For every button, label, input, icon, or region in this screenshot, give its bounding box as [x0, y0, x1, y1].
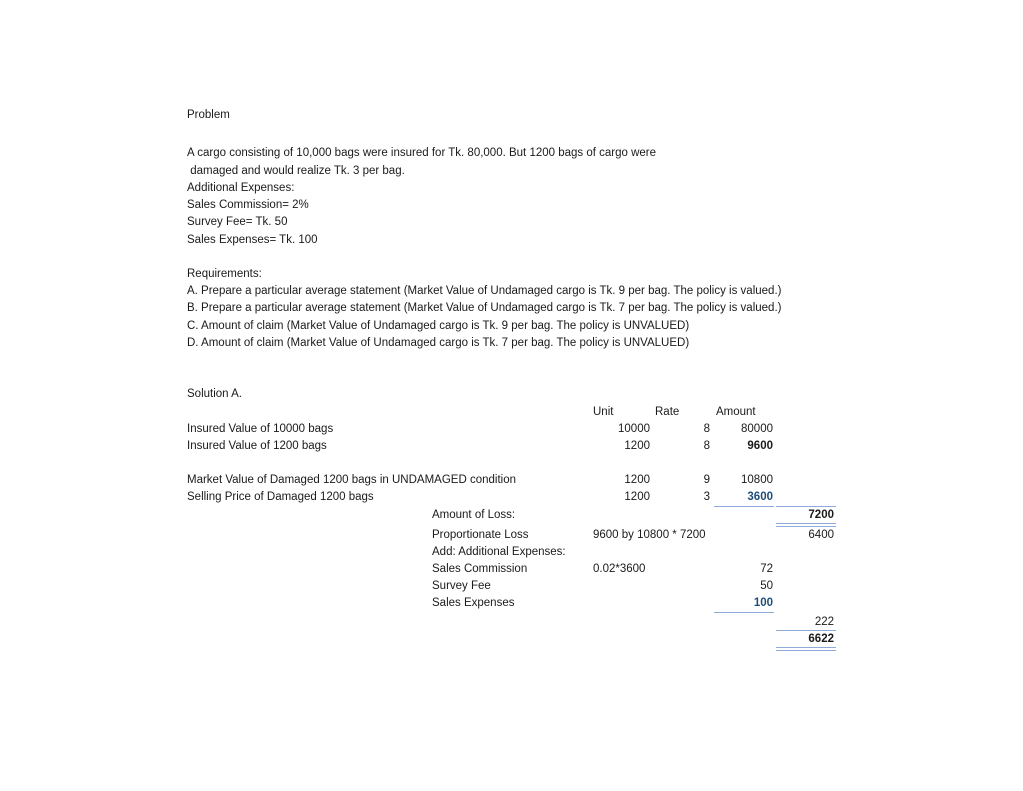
requirements-heading: Requirements: — [187, 268, 262, 280]
row-amount: 80000 — [741, 423, 773, 435]
survey-fee-amount: 50 — [760, 580, 773, 592]
sales-expenses-amount: 100 — [753, 597, 773, 609]
row-amount: 10800 — [741, 474, 773, 486]
problem-heading: Problem — [187, 109, 230, 121]
solution-heading: Solution A. — [187, 388, 242, 400]
row-label: Insured Value of 10000 bags — [187, 423, 334, 435]
amount-of-loss-total: 7200 — [808, 509, 834, 521]
expenses-total: 222 — [814, 616, 834, 628]
add-expenses-label: Add: Additional Expenses: — [432, 546, 566, 558]
proportionate-loss-formula: 9600 by 10800 * 7200 — [593, 529, 706, 541]
sales-commission-amount: 72 — [760, 563, 773, 575]
requirement-b: B. Prepare a particular average statement (Market Value of Undamaged cargo is Tk. 7 per bag. The policy is valued.) — [187, 302, 782, 314]
row-label: Market Value of Damaged 1200 bags in UNDAMAGED condition — [187, 474, 516, 486]
sales-commission-label: Sales Commission — [432, 563, 528, 575]
proportionate-loss-total: 6400 — [808, 529, 834, 541]
row-amount: 9600 — [747, 440, 773, 452]
expenses-rule — [714, 612, 774, 613]
problem-statement-line-2: damaged and would realize Tk. 3 per bag. — [187, 165, 405, 177]
row-rate: 8 — [703, 423, 710, 435]
requirement-d: D. Amount of claim (Market Value of Undamaged cargo is Tk. 7 per bag. The policy is UNVALUED) — [187, 337, 690, 349]
grand-total-double-rule — [776, 647, 836, 651]
amount-of-loss-label: Amount of Loss: — [432, 509, 516, 521]
total-top-rule — [776, 630, 836, 631]
row-amount: 3600 — [747, 491, 773, 503]
subtotal-rule — [714, 506, 774, 507]
requirement-a: A. Prepare a particular average statement (Market Value of Undamaged cargo is Tk. 9 per bag. The policy is valued.) — [187, 285, 782, 297]
row-unit: 10000 — [618, 423, 650, 435]
row-unit: 1200 — [624, 474, 650, 486]
row-rate: 3 — [703, 491, 710, 503]
sales-commission-formula: 0.02*3600 — [593, 563, 646, 575]
row-unit: 1200 — [624, 440, 650, 452]
sales-expenses-label: Sales Expenses — [432, 597, 515, 609]
sales-expenses-given: Sales Expenses= Tk. 100 — [187, 234, 318, 246]
row-rate: 8 — [703, 440, 710, 452]
proportionate-loss-label: Proportionate Loss — [432, 529, 529, 541]
column-header-unit: Unit — [593, 406, 614, 418]
loss-double-rule — [776, 523, 836, 527]
sales-commission-given: Sales Commission= 2% — [187, 199, 309, 211]
survey-fee-given: Survey Fee= Tk. 50 — [187, 216, 288, 228]
column-header-amount: Amount — [716, 406, 756, 418]
additional-expenses-heading: Additional Expenses: — [187, 182, 295, 194]
requirement-c: C. Amount of claim (Market Value of Undamaged cargo is Tk. 9 per bag. The policy is UNVALUED) — [187, 320, 690, 332]
row-rate: 9 — [703, 474, 710, 486]
row-label: Insured Value of 1200 bags — [187, 440, 327, 452]
survey-fee-label: Survey Fee — [432, 580, 491, 592]
row-label: Selling Price of Damaged 1200 bags — [187, 491, 374, 503]
grand-total: 6622 — [808, 633, 834, 645]
column-header-rate: Rate — [655, 406, 680, 418]
row-unit: 1200 — [624, 491, 650, 503]
loss-top-rule — [776, 506, 836, 507]
problem-statement-line-1: A cargo consisting of 10,000 bags were insured for Tk. 80,000. But 1200 bags of cargo were — [187, 147, 657, 159]
